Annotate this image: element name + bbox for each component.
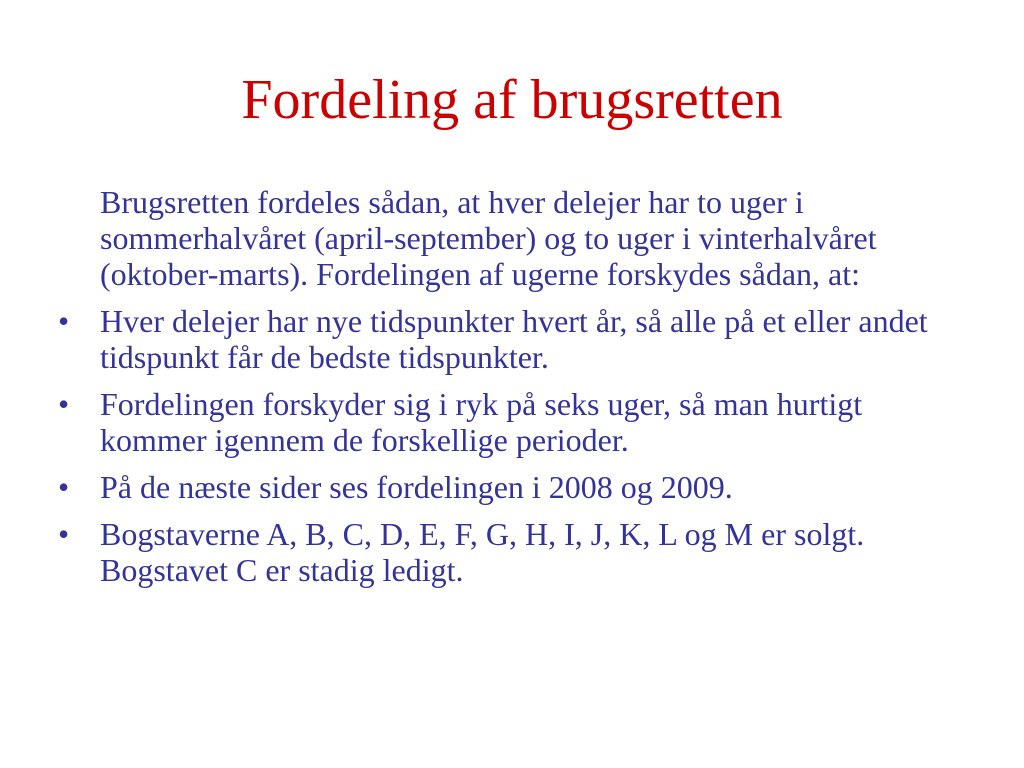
bullet-dot-icon: • bbox=[58, 516, 70, 552]
intro-text: Brugsretten fordeles sådan, at hver delejer har to uger i sommerhalvåret (april-september) og to uger i vinterhalvåret (oktober-marts). Fordelingen af ugerne forskydes sådan, at: bbox=[100, 184, 877, 292]
slide-title: Fordeling af brugsretten bbox=[241, 69, 783, 131]
bullet-text: På de næste sider ses fordelingen i 2008 og 2009. bbox=[100, 469, 733, 505]
bullet-item bbox=[56, 303, 976, 375]
bullet-dot-icon: • bbox=[58, 386, 70, 422]
bullet-item bbox=[56, 516, 976, 588]
intro-paragraph bbox=[56, 184, 976, 292]
bullet-text: Bogstaverne A, B, C, D, E, F, G, H, I, J, K, L og M er solgt. Bogstavet C er stadig ledigt. bbox=[100, 516, 865, 588]
bullet-text: Fordelingen forskyder sig i ryk på seks uger, så man hurtigt kommer igennem de forskellige perioder. bbox=[100, 386, 863, 458]
bullet-dot-icon: • bbox=[58, 469, 70, 505]
slide-body bbox=[56, 184, 976, 599]
bullet-dot-icon: • bbox=[58, 303, 70, 339]
bullet-item bbox=[56, 469, 976, 505]
bullet-item bbox=[56, 386, 976, 458]
bullet-text: Hver delejer har nye tidspunkter hvert år, så alle på et eller andet tidspunkt får de bedste tidspunkter. bbox=[100, 303, 928, 375]
